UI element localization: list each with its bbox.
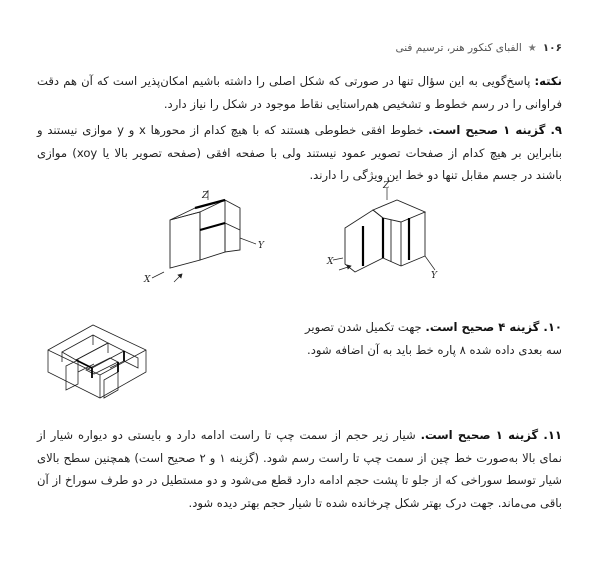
isometric-figure-right	[325, 180, 455, 280]
note-label: نکته:	[534, 74, 562, 88]
answer-9-text: خطوط افقی خطوطی هستند که با هیچ کدام از محورها x و y موازی نیستند و بنابراین بر هیچ کدام از صفحات تصویر عمود نیستند ولی با صفحه افقی (صفحه تصویر بالا یا xoy) موازی باشند در جسم مقابل تنها دو خط این ویژگی را دارند.	[37, 123, 562, 182]
book-title: الفبای کنکور هنر، ترسیم فنی	[395, 42, 522, 54]
answer-11-text: شیار زیر حجم از سمت چپ تا راست ادامه دارد و بایستی دو دیواره شیار از نمای بالا به‌صورت خط چین از سمت چپ تا راست رسم شود. (گزینه ۱ و ۲ صحیح است) همچنین سطح بالای شیار توسط سوراخی که از جلو تا پشت حجم ادامه دارد قطع می‌شود و دو مستطیل در دو طرف سوراخ از آن باقی می‌ماند. جهت درک بهتر شکل چرخانده شده تا شیار حجم بهتر دیده شود.	[37, 428, 562, 510]
axis-y-label: Y	[431, 271, 437, 280]
axis-y-label: Y	[258, 241, 264, 251]
note-text: پاسخ‌گویی به این سؤال تنها در صورتی که شکل اصلی را داشته باشیم امکان‌پذیر است که آن هم دقت فراوانی را در رسم خطوط و تشخیص هم‌راستایی نقاط موجود در شکل را نیاز دارد.	[37, 74, 562, 111]
answer-10-text: جهت تکمیل شدن تصویر سه بعدی داده شده ۸ پاره خط باید به آن اضافه شود.	[304, 320, 562, 357]
answer-10-paragraph	[300, 316, 562, 361]
answer-11-paragraph	[37, 424, 562, 514]
answer-9-label: ۹. گزینه ۱ صحیح است.	[428, 123, 562, 137]
answer-11-label: ۱۱. گزینه ۱ صحیح است.	[420, 428, 562, 442]
answer-10-label: ۱۰. گزینه ۴ صحیح است.	[425, 320, 562, 334]
axis-x-label: X	[327, 257, 334, 267]
star-icon: ★	[527, 42, 537, 54]
axis-z-label: Z	[202, 191, 209, 201]
axis-x-label: X	[144, 275, 151, 285]
axis-z-label: Z	[383, 181, 390, 191]
page-header	[340, 40, 562, 56]
isometric-figure-left	[140, 190, 280, 290]
page-number: ۱۰۶	[542, 42, 562, 54]
note-paragraph	[37, 70, 562, 115]
isometric-block-figure	[38, 310, 156, 408]
answer-9-paragraph	[37, 119, 562, 187]
